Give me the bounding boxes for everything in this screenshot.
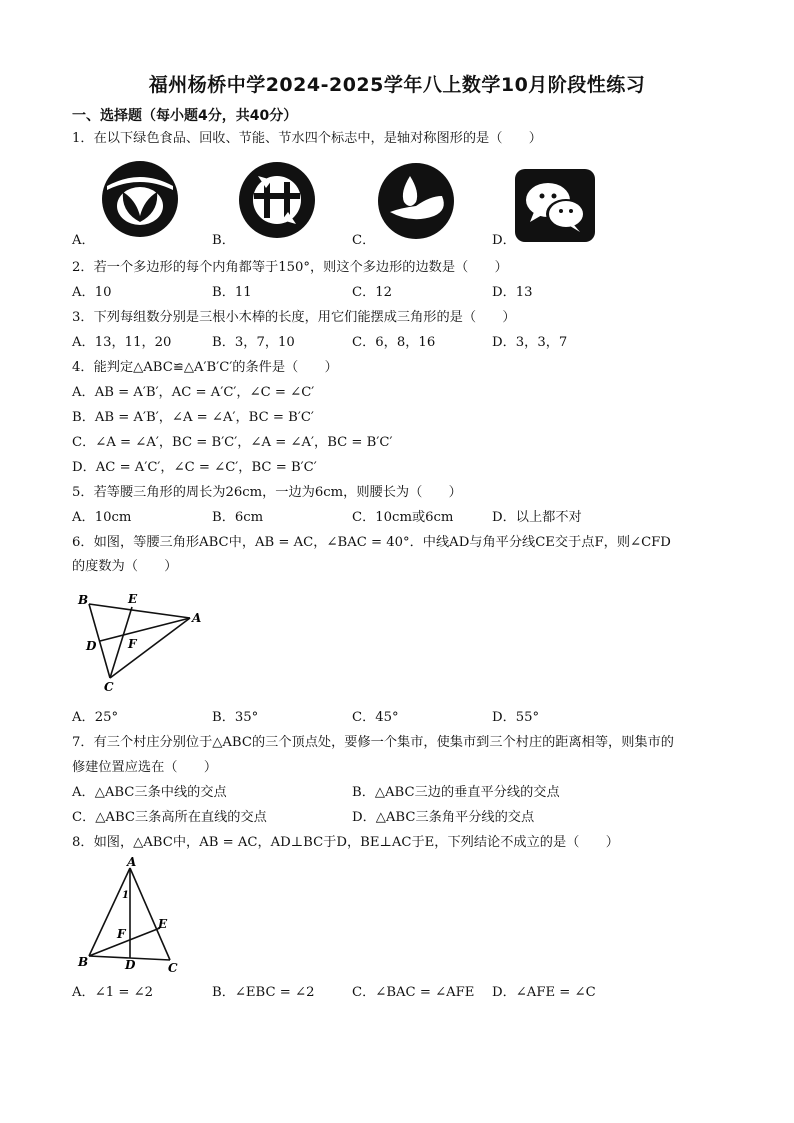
q2-option-b: B．11 — [212, 285, 252, 300]
q6-stem-line-1: 6．如图，等腰三角形ABC中，AB = AC，∠BAC = 40°．中线AD与角平分线CE交于点F，则∠CFD — [72, 535, 671, 550]
q4-option-c: C．∠A = ∠A′，BC = B′C′，∠A = ∠A′，BC = B′C′ — [72, 435, 393, 450]
q7-stem-line-2: 修建位置应选在（ ） — [72, 760, 218, 775]
q8-label-1: 1 — [122, 890, 129, 901]
q8-label-e: E — [158, 917, 168, 931]
q6-triangle-figure — [72, 588, 212, 696]
q6-triangle-lines — [89, 604, 190, 678]
q8-option-b: B．∠EBC = ∠2 — [212, 985, 315, 1000]
q5-option-a: A．10cm — [72, 510, 132, 525]
q4-option-a: A．AB = A′B′，AC = A′C′，∠C = ∠C′ — [72, 385, 315, 400]
q8-label-f: F — [117, 927, 126, 941]
q8-label-c: C — [168, 961, 178, 975]
q1-stem: 1．在以下绿色食品、回收、节能、节水四个标志中，是轴对称图形的是（ ） — [72, 131, 542, 146]
q5-option-d: D．以上都不对 — [492, 510, 582, 525]
section-heading: 一、选择题（每小题4分，共40分） — [72, 108, 298, 124]
q6-option-a: A．25° — [72, 710, 119, 725]
page-title: 福州杨桥中学2024-2025学年八上数学10月阶段性练习 — [148, 74, 646, 96]
q2-option-c: C．12 — [352, 285, 393, 300]
q5-option-c: C．10cm或6cm — [352, 510, 454, 525]
q4-option-d: D．AC = A′C′，∠C = ∠C′，BC = B′C′ — [72, 460, 317, 475]
q1-option-d: D． — [492, 233, 516, 248]
q6-label-a: A — [192, 611, 202, 625]
q2-option-a: A．10 — [72, 285, 112, 300]
q7-stem-line-1: 7．有三个村庄分别位于△ABC的三个顶点处，要修一个集市，使集市到三个村庄的距离相等，则集市的 — [72, 735, 674, 750]
q6-label-b: B — [78, 593, 89, 607]
q6-label-d: D — [86, 639, 97, 653]
q7-option-d: D．△ABC三条角平分线的交点 — [352, 810, 535, 825]
q3-option-c: C．6，8，16 — [352, 335, 436, 350]
q3-stem: 3．下列每组数分别是三根小木棒的长度，用它们能摆成三角形的是（ ） — [72, 310, 516, 325]
q4-option-b: B．AB = A′B′，∠A = ∠A′，BC = B′C′ — [72, 410, 314, 425]
q7-option-b: B．△ABC三边的垂直平分线的交点 — [352, 785, 560, 800]
q8-triangle-lines — [89, 868, 170, 960]
q8-option-d: D．∠AFE = ∠C — [492, 985, 596, 1000]
green-food-logo-icon — [97, 160, 183, 238]
q6-label-f: F — [128, 637, 137, 651]
recycle-logo-icon — [236, 160, 318, 240]
q8-label-a: A — [127, 856, 137, 869]
q7-option-c: C．△ABC三条高所在直线的交点 — [72, 810, 267, 825]
q6-option-c: C．45° — [352, 710, 399, 725]
q5-option-b: B．6cm — [212, 510, 264, 525]
q7-option-a: A．△ABC三条中线的交点 — [72, 785, 227, 800]
q1-option-a: A． — [72, 233, 95, 248]
q6-label-e: E — [128, 592, 138, 606]
q2-option-d: D．13 — [492, 285, 533, 300]
q4-stem: 4．能判定△ABC≌△A′B′C′的条件是（ ） — [72, 360, 338, 375]
q8-label-b: B — [78, 955, 89, 969]
q8-label-d: D — [125, 958, 136, 972]
q3-option-d: D．3，3，7 — [492, 335, 568, 350]
water-saving-logo-icon — [376, 162, 456, 240]
q6-label-c: C — [104, 680, 114, 694]
q6-option-d: D．55° — [492, 710, 540, 725]
q8-option-c: C．∠BAC = ∠AFE — [352, 985, 475, 1000]
q2-stem: 2．若一个多边形的每个内角都等于150°，则这个多边形的边数是（ ） — [72, 260, 508, 275]
q6-option-b: B．35° — [212, 710, 259, 725]
q3-option-b: B．3，7，10 — [212, 335, 295, 350]
q6-stem-line-2: 的度数为（ ） — [72, 559, 178, 574]
q5-stem: 5．若等腰三角形的周长为26cm，一边为6cm，则腰长为（ ） — [72, 485, 462, 500]
q8-option-a: A．∠1 = ∠2 — [72, 985, 154, 1000]
q8-stem: 8．如图，△ABC中，AB = AC，AD⊥BC于D，BE⊥AC于E，下列结论不成立的是（ ） — [72, 835, 619, 850]
energy-saving-logo-icon — [514, 168, 596, 243]
q1-option-b: B． — [212, 233, 235, 248]
q3-option-a: A．13，11，20 — [72, 335, 172, 350]
q8-triangle-figure — [72, 856, 192, 978]
q1-option-c: C． — [352, 233, 376, 248]
